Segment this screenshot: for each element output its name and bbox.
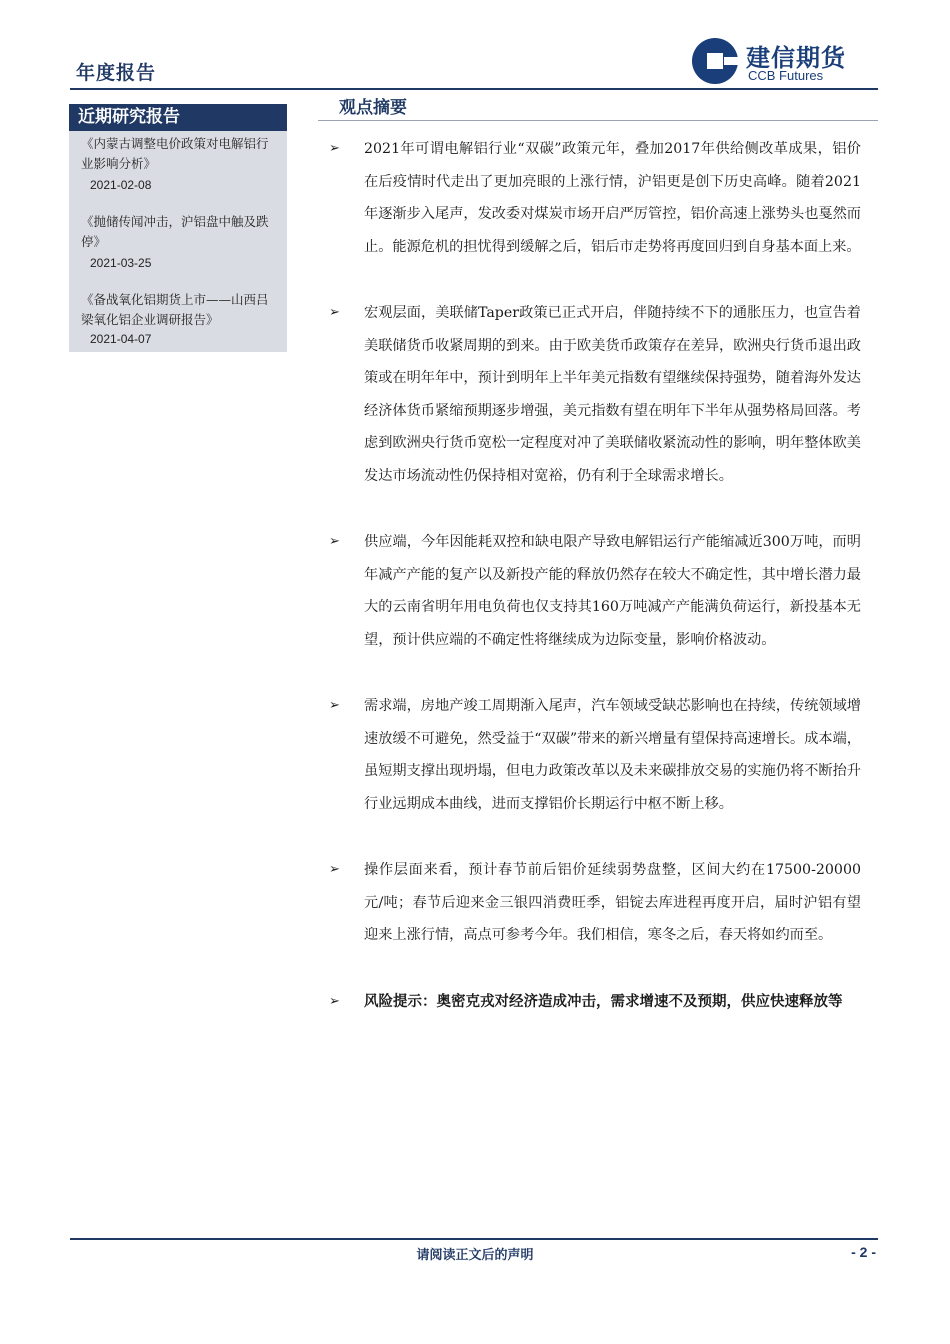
recent-report-title[interactable]: 《备战氧化铝期货上市——山西吕梁氧化铝企业调研报告》 [81, 292, 269, 327]
summary-section-title: 观点摘要 [339, 98, 407, 118]
bullet-text: 操作层面来看，预计春节前后铝价延续弱势盘整，区间大约在17500-20000元/吨；春节后迎来金三银四消费旺季，铝锭去库进程再度开启，届时沪铝有望迎来上涨行情，高点可参考今年。我们相信，寒冬之后，春天将如约而至。 [364, 862, 861, 943]
company-logo [690, 36, 880, 86]
bullet-arrow-icon: ➢ [329, 698, 340, 713]
bullet-text: 2021年可谓电解铝行业“双碳”政策元年，叠加2017年供给侧改革成果，铝价在后疫情时代走出了更加亮眼的上涨行情，沪铝更是创下历史高峰。随着2021年逐渐步入尾声，发改委对煤炭市场开启严厉管控，铝价高速上涨势头也戛然而止。能源危机的担忧得到缓解之后，铝后市走势将再度回归到自身基本面上来。 [364, 141, 861, 255]
recent-report-date: 2021-04-07 [90, 332, 152, 346]
bullet-arrow-icon: ➢ [329, 993, 340, 1009]
risk-note-bullet [327, 986, 861, 1019]
recent-report-title[interactable]: 《内蒙古调整电价政策对电解铝行业影响分析》 [81, 136, 269, 171]
bullet-arrow-icon: ➢ [329, 534, 340, 549]
header-divider [70, 88, 878, 90]
bullet-text: 供应端，今年因能耗双控和缺电限产导致电解铝运行产能缩减近300万吨，而明年减产产能的复产以及新投产能的释放仍然存在较大不确定性，其中增长潜力最大的云南省明年用电负荷也仅支持其160万吨减产产能满负荷运行，新投基本无望，预计供应端的不确定性将继续成为边际变量，影响价格波动。 [364, 534, 861, 648]
summary-bullet [327, 133, 861, 263]
summary-bullet [327, 526, 861, 656]
recent-report-date: 2021-02-08 [90, 178, 152, 192]
summary-bullet-list [327, 133, 861, 1052]
ccb-logo-icon [690, 36, 740, 86]
recent-reports-heading: 近期研究报告 [69, 104, 287, 131]
section-divider [318, 120, 878, 121]
bullet-text: 宏观层面，美联储Taper政策已正式开启，伴随持续不下的通胀压力，也宣告着美联储货币收紧周期的到来。由于欧美货币政策存在差异，欧洲央行货币退出政策或在明年年中，预计到明年上半年美元指数有望继续保持强势，随着海外发达经济体货币紧缩预期逐步增强，美元指数有望在明年下半年从强势格局回落。考虑到欧洲央行货币宽松一定程度对冲了美联储收紧流动性的影响，明年整体欧美发达市场流动性仍保持相对宽裕，仍有利于全球需求增长。 [364, 305, 861, 484]
recent-report-item[interactable] [69, 134, 287, 194]
disclaimer-note: 请阅读正文后的声明 [416, 1248, 534, 1263]
risk-note-text: 风险提示：奥密克戎对经济造成冲击，需求增速不及预期，供应快速释放等 [364, 993, 843, 1010]
report-type-title: 年度报告 [76, 62, 157, 84]
summary-bullet [327, 854, 861, 952]
recent-reports-panel [69, 104, 287, 352]
bullet-text: 需求端，房地产竣工周期渐入尾声，汽车领域受缺芯影响也在持续，传统领域增速放缓不可避免，然受益于“双碳”带来的新兴增量有望保持高速增长。成本端，虽短期支撑出现坍塌，但电力政策改革以及未来碳排放交易的实施仍将不断抬升行业远期成本曲线，进而支撑铝价长期运行中枢不断上移。 [364, 698, 861, 812]
bullet-arrow-icon: ➢ [329, 305, 340, 320]
recent-report-item[interactable] [69, 212, 287, 272]
logo-name-cn: 建信期货 [746, 44, 846, 72]
recent-report-item[interactable] [69, 290, 287, 348]
recent-report-title[interactable]: 《抛储传闻冲击，沪铝盘中触及跌停》 [81, 214, 269, 249]
summary-bullet [327, 297, 861, 492]
footer-divider [70, 1238, 878, 1240]
logo-name-en: CCB Futures [748, 68, 824, 83]
recent-report-date: 2021-03-25 [90, 256, 152, 270]
summary-bullet [327, 690, 861, 820]
bullet-arrow-icon: ➢ [329, 862, 340, 877]
page-number: - 2 - [851, 1244, 876, 1260]
bullet-arrow-icon: ➢ [329, 141, 340, 156]
